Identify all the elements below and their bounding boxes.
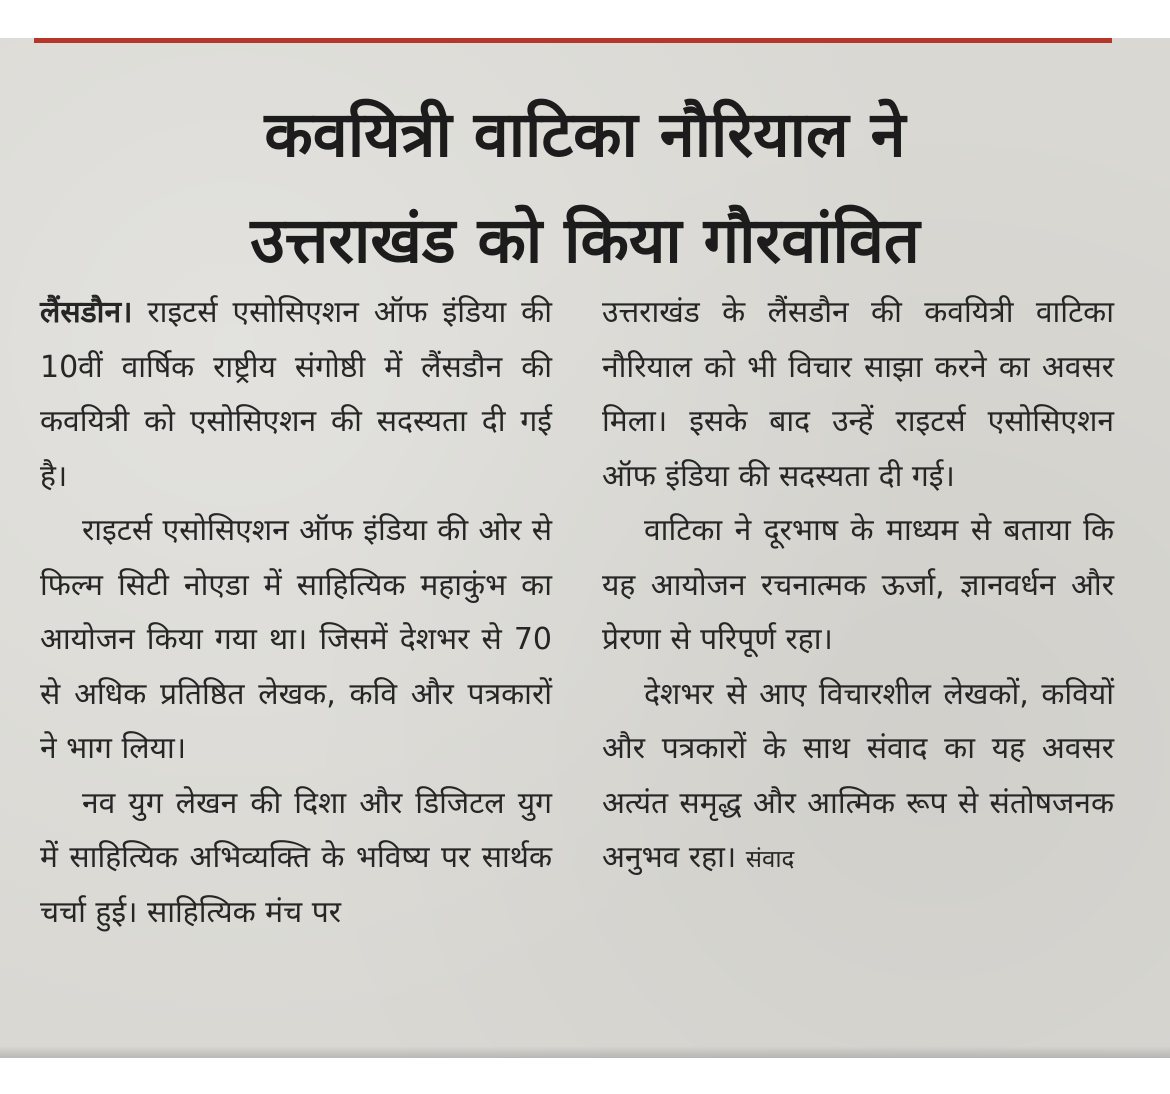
- top-red-rule: [34, 38, 1112, 43]
- paragraph-4: उत्तराखंड के लैंसडौन की कवयित्री वाटिका नौरियाल को भी विचार साझा करने का अवसर मिला। इसके बाद उन्हें राइटर्स एसोसिएशन ऑफ इंडिया की सदस्यता दी गई।: [602, 295, 1114, 494]
- paragraph-6: [602, 668, 1114, 887]
- article-headline: [40, 82, 1130, 294]
- paragraph-2: राइटर्स एसोसिएशन ऑफ इंडिया की ओर से फिल्म सिटी नोएडा में साहित्यिक महाकुंभ का आयोजन किया गया था। जिसमें देशभर से 70 से अधिक प्रतिष्ठित लेखक, कवि और पत्रकारों ने भाग लिया।: [40, 513, 552, 766]
- dateline: लैंसडौन।: [40, 295, 133, 330]
- article-column-right: [602, 286, 1114, 887]
- byline: संवाद: [745, 845, 795, 873]
- paragraph-1-text: राइटर्स एसोसिएशन ऑफ इंडिया की 10वीं वार्षिक राष्ट्रीय संगोष्ठी में लैंसडौन की कवयित्री को एसोसिएशन की सदस्यता दी गई है।: [40, 295, 552, 494]
- paragraph-1: [40, 286, 552, 504]
- cut-edge-shadow: [0, 1046, 1170, 1058]
- headline-line-1: कवयित्री वाटिका नौरियाल ने: [264, 98, 906, 171]
- headline-line-2: उत्तराखंड को किया गौरवांवित: [250, 204, 920, 277]
- paragraph-3: नव युग लेखन की दिशा और डिजिटल युग में साहित्यिक अभिव्यक्ति के भविष्य पर सार्थक चर्चा हुई। साहित्यिक मंच पर: [40, 785, 552, 930]
- paragraph-5: वाटिका ने दूरभाष के माध्यम से बताया कि यह आयोजन रचनात्मक ऊर्जा, ज्ञानवर्धन और प्रेरणा से परिपूर्ण रहा।: [602, 513, 1114, 657]
- article-column-left: [40, 286, 552, 940]
- newspaper-clipping: [0, 38, 1170, 1058]
- paragraph-6-text: देशभर से आए विचारशील लेखकों, कवियों और पत्रकारों के साथ संवाद का यह अवसर अत्यंत समृद्ध और आत्मिक रूप से संतोषजनक अनुभव रहा।: [602, 676, 1114, 875]
